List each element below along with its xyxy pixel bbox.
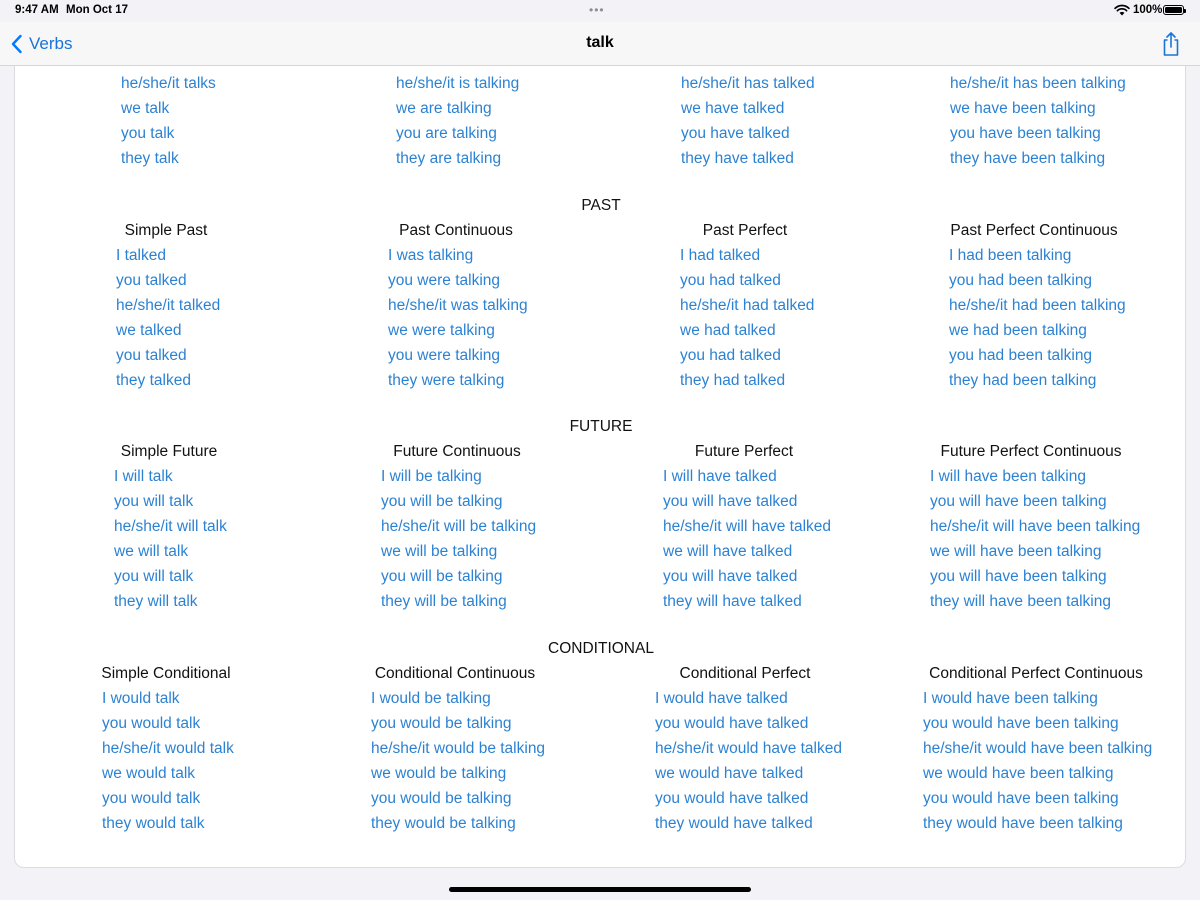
conjugation-form[interactable]: you were talking — [388, 347, 501, 364]
conjugation-form[interactable]: they are talking — [396, 150, 502, 167]
conjugation-form[interactable]: we have talked — [681, 100, 785, 117]
conjugation-form[interactable]: we will have been talking — [930, 543, 1102, 560]
conjugation-form[interactable]: he/she/it will be talking — [381, 518, 537, 535]
chevron-left-icon — [10, 34, 24, 54]
conjugation-form[interactable]: you talked — [116, 347, 187, 364]
conjugation-form[interactable]: they would be talking — [371, 815, 516, 832]
conjugation-form[interactable]: he/she/it would have talked — [655, 740, 842, 757]
conjugation-form[interactable]: you will have talked — [663, 493, 798, 510]
conjugation-form[interactable]: I talked — [116, 247, 166, 264]
conjugation-form[interactable]: he/she/it has been talking — [950, 75, 1126, 92]
conjugation-form[interactable]: you would have talked — [655, 790, 809, 807]
home-indicator[interactable] — [449, 887, 751, 892]
status-date: Mon Oct 17 — [66, 4, 128, 16]
conjugation-form[interactable]: you would have talked — [655, 715, 809, 732]
conjugation-form[interactable]: you were talking — [388, 272, 501, 289]
conjugation-form[interactable]: you will talk — [114, 568, 194, 585]
conjugation-form[interactable]: he/she/it has talked — [681, 75, 815, 92]
conjugation-form[interactable]: they would have talked — [655, 815, 813, 832]
conjugation-form[interactable]: we would be talking — [371, 765, 507, 782]
conjugation-form[interactable]: we had talked — [680, 322, 776, 339]
conjugation-form[interactable]: he/she/it had talked — [680, 297, 815, 314]
conjugation-form[interactable]: he/she/it is talking — [396, 75, 520, 92]
tense-title: Past Perfect Continuous — [950, 222, 1118, 239]
tense-title: Past Continuous — [399, 222, 513, 239]
conjugation-form[interactable]: you will be talking — [381, 568, 503, 585]
conjugation-form[interactable]: he/she/it would talk — [102, 740, 234, 757]
conjugation-form[interactable]: I had talked — [680, 247, 761, 264]
conjugation-card[interactable] — [14, 40, 1186, 868]
conjugation-form[interactable]: we talked — [116, 322, 182, 339]
conjugation-form[interactable]: you would talk — [102, 715, 201, 732]
conjugation-form[interactable]: we will be talking — [381, 543, 498, 560]
conjugation-form[interactable]: he/she/it was talking — [388, 297, 528, 314]
conjugation-form[interactable]: we had been talking — [949, 322, 1087, 339]
navigation-bar — [0, 22, 1200, 66]
conjugation-form[interactable]: I will talk — [114, 468, 173, 485]
conjugation-form[interactable]: he/she/it will have talked — [663, 518, 832, 535]
conjugation-form[interactable]: you had talked — [680, 272, 781, 289]
share-icon[interactable] — [1160, 31, 1182, 57]
conjugation-form[interactable]: they talked — [116, 372, 191, 389]
conjugation-form[interactable]: you would be talking — [371, 715, 512, 732]
conjugation-form[interactable]: I would have talked — [655, 690, 788, 707]
conjugation-form[interactable]: you would have been talking — [923, 790, 1119, 807]
conjugation-form[interactable]: they will have been talking — [930, 593, 1111, 610]
conjugation-form[interactable]: they were talking — [388, 372, 505, 389]
conjugation-form[interactable]: he/she/it will have been talking — [930, 518, 1141, 535]
section-heading: CONDITIONAL — [548, 640, 654, 657]
conjugation-form[interactable]: we will have talked — [663, 543, 793, 560]
wifi-icon — [1114, 4, 1130, 16]
tense-title: Future Perfect Continuous — [940, 443, 1122, 460]
conjugation-form[interactable]: he/she/it would have been talking — [923, 740, 1153, 757]
conjugation-form[interactable]: you have talked — [681, 125, 790, 142]
conjugation-form[interactable]: they talk — [121, 150, 179, 167]
section-heading: FUTURE — [569, 418, 633, 435]
conjugation-form[interactable]: I will be talking — [381, 468, 482, 485]
conjugation-form[interactable]: they had been talking — [949, 372, 1097, 389]
tense-title: Future Perfect — [694, 443, 794, 460]
back-button[interactable] — [10, 31, 72, 57]
conjugation-form[interactable]: I will have talked — [663, 468, 777, 485]
battery-percentage: 100% — [1133, 4, 1163, 16]
conjugation-form[interactable]: you had been talking — [949, 347, 1093, 364]
tense-title: Conditional Continuous — [374, 665, 536, 682]
conjugation-form[interactable]: we would have talked — [655, 765, 804, 782]
conjugation-form[interactable]: they will have talked — [663, 593, 802, 610]
status-bar — [0, 0, 1200, 22]
conjugation-form[interactable]: you would have been talking — [923, 715, 1119, 732]
conjugation-form[interactable]: you are talking — [396, 125, 497, 142]
tense-title: Future Continuous — [393, 443, 521, 460]
tense-title: Simple Future — [120, 443, 218, 460]
conjugation-form[interactable]: you will talk — [114, 493, 194, 510]
conjugation-form[interactable]: you will be talking — [381, 493, 503, 510]
conjugation-form[interactable]: he/she/it would be talking — [371, 740, 546, 757]
conjugation-form[interactable]: I would talk — [102, 690, 180, 707]
conjugation-form[interactable]: we talk — [121, 100, 170, 117]
tense-title: Conditional Perfect Continuous — [929, 665, 1143, 682]
status-time: 9:47 AM — [15, 4, 59, 16]
conjugation-form[interactable]: he/she/it had been talking — [949, 297, 1126, 314]
page-title: talk — [586, 34, 614, 51]
conjugation-form[interactable]: they have talked — [681, 150, 794, 167]
conjugation-form[interactable]: they will talk — [114, 593, 198, 610]
conjugation-form[interactable]: we will talk — [114, 543, 189, 560]
conjugation-form[interactable]: you talked — [116, 272, 187, 289]
conjugation-form[interactable]: I was talking — [388, 247, 474, 264]
conjugation-form[interactable]: you had talked — [680, 347, 781, 364]
conjugation-form[interactable]: you talk — [121, 125, 175, 142]
conjugation-form[interactable]: you have been talking — [950, 125, 1101, 142]
conjugation-form[interactable]: they have been talking — [950, 150, 1106, 167]
conjugation-form[interactable]: you would talk — [102, 790, 201, 807]
tense-title: Simple Conditional — [101, 665, 231, 682]
conjugation-form[interactable]: we would have been talking — [923, 765, 1114, 782]
conjugation-form[interactable]: we were talking — [388, 322, 495, 339]
conjugation-form[interactable]: he/she/it talks — [121, 75, 216, 92]
conjugation-form[interactable]: we would talk — [102, 765, 196, 782]
conjugation-form[interactable]: I will have been talking — [930, 468, 1086, 485]
tense-title: Past Perfect — [702, 222, 788, 239]
tense-title: Simple Past — [124, 222, 208, 239]
conjugation-form[interactable]: we are talking — [396, 100, 492, 117]
battery-icon — [1163, 5, 1184, 15]
conjugation-form[interactable]: they would have been talking — [923, 815, 1123, 832]
conjugation-form[interactable]: you had been talking — [949, 272, 1093, 289]
conjugation-form[interactable]: you will have been talking — [930, 568, 1107, 585]
conjugation-form[interactable]: he/she/it talked — [116, 297, 221, 314]
tense-title: Conditional Perfect — [679, 665, 811, 682]
conjugation-form[interactable]: I would have been talking — [923, 690, 1098, 707]
multitasking-dots-icon[interactable]: ••• — [589, 3, 605, 17]
conjugation-form[interactable]: I would be talking — [371, 690, 491, 707]
back-button-label: Verbs — [29, 34, 73, 53]
conjugation-form[interactable]: they had talked — [680, 372, 786, 389]
section-heading: PAST — [581, 197, 621, 214]
conjugation-form[interactable]: you would be talking — [371, 790, 512, 807]
conjugation-form[interactable]: he/she/it will talk — [114, 518, 227, 535]
conjugation-form[interactable]: I had been talking — [949, 247, 1072, 264]
conjugation-form[interactable]: we have been talking — [950, 100, 1096, 117]
conjugation-form[interactable]: they would talk — [102, 815, 205, 832]
conjugation-form[interactable]: you will have talked — [663, 568, 798, 585]
conjugation-form[interactable]: you will have been talking — [930, 493, 1107, 510]
conjugation-form[interactable]: they will be talking — [381, 593, 507, 610]
